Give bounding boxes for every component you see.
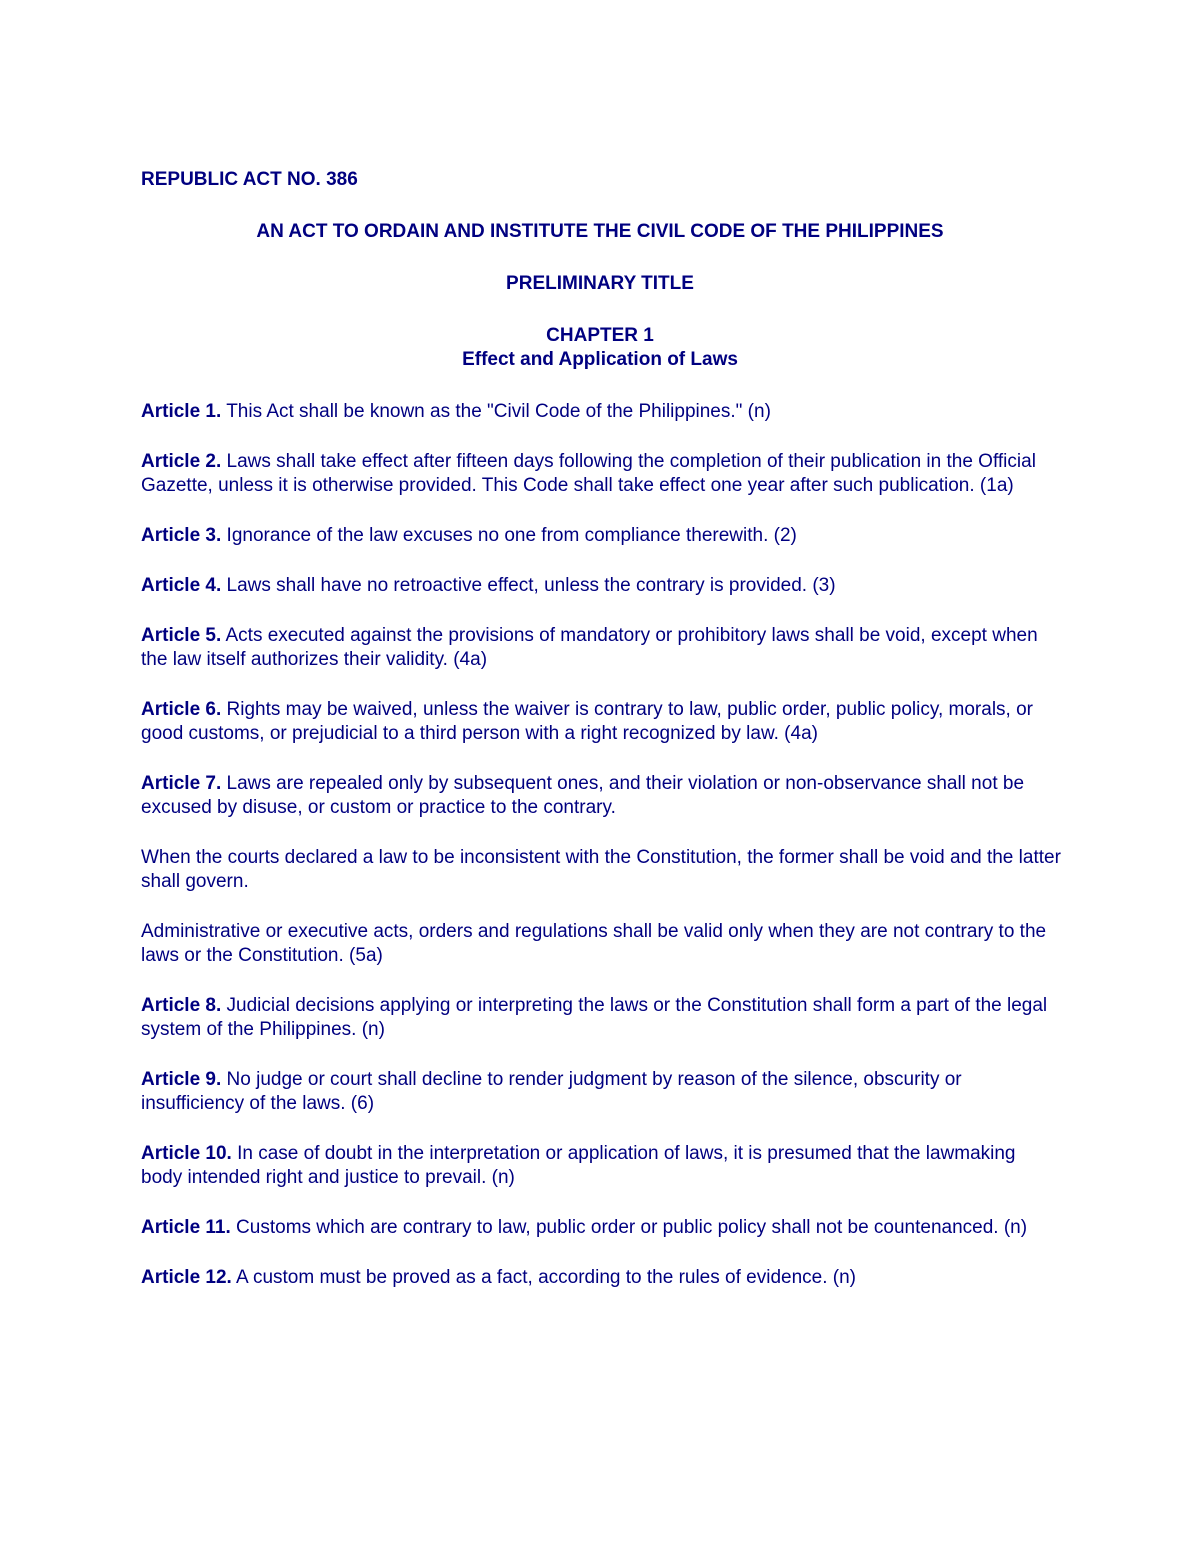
article-label: Article 10. — [141, 1143, 232, 1164]
article-paragraph — [141, 524, 1061, 548]
article-label: Article 8. — [141, 995, 222, 1016]
article-paragraph — [141, 1216, 1061, 1240]
article-text: No judge or court shall decline to render judgment by reason of the silence, obscurity or insufficiency of the laws. (6) — [141, 1069, 962, 1114]
article-label: Article 7. — [141, 773, 222, 794]
article-label: Article 5. — [141, 625, 222, 646]
act-number: REPUBLIC ACT NO. 386 — [141, 169, 358, 190]
article-text: This Act shall be known as the "Civil Code of the Philippines." (n) — [221, 401, 771, 422]
article-paragraph — [141, 1068, 1061, 1116]
article-label: Article 6. — [141, 699, 222, 720]
chapter-title: Effect and Application of Laws — [462, 349, 738, 370]
articles-list — [141, 400, 1061, 1290]
article-paragraph — [141, 698, 1061, 746]
article-text: In case of doubt in the interpretation or application of laws, it is presumed that the lawmaking body intended right and justice to prevail. (n) — [141, 1143, 1016, 1188]
article-paragraph — [141, 400, 1061, 424]
article-label: Article 3. — [141, 525, 222, 546]
article-label: Article 9. — [141, 1069, 222, 1090]
article-paragraph — [141, 450, 1061, 498]
article-label: Article 2. — [141, 451, 222, 472]
article-paragraph — [141, 1266, 1061, 1290]
article-text: When the courts declared a law to be inconsistent with the Constitution, the former shall be void and the latter shall govern. — [141, 847, 1061, 892]
article-text: Laws are repealed only by subsequent ones, and their violation or non-observance shall not be excused by disuse, or custom or practice to the contrary. — [141, 773, 1025, 818]
article-text: Customs which are contrary to law, public order or public policy shall not be countenanced. (n) — [230, 1217, 1028, 1238]
article-text: A custom must be proved as a fact, according to the rules of evidence. (n) — [231, 1267, 856, 1288]
act-title: AN ACT TO ORDAIN AND INSTITUTE THE CIVIL CODE OF THE PHILIPPINES — [256, 221, 944, 242]
preliminary-title: PRELIMINARY TITLE — [506, 273, 694, 294]
article-text: Rights may be waived, unless the waiver is contrary to law, public order, public policy, morals, or good customs, or prejudicial to a third person with a right recognized by law. (4a) — [141, 699, 1033, 744]
article-paragraph — [141, 846, 1061, 894]
document-page — [141, 168, 1061, 1316]
article-label: Article 12. — [141, 1267, 232, 1288]
chapter-heading — [141, 324, 1061, 372]
article-text: Ignorance of the law excuses no one from compliance therewith. (2) — [221, 525, 797, 546]
article-label: Article 4. — [141, 575, 222, 596]
article-text: Laws shall take effect after fifteen days following the completion of their publication in the Official Gazette, unless it is otherwise provided. This Code shall take effect one year after such publication. (1a) — [141, 451, 1036, 496]
article-paragraph — [141, 574, 1061, 598]
article-paragraph — [141, 920, 1061, 968]
article-text: Administrative or executive acts, orders and regulations shall be valid only when they are not contrary to the laws or the Constitution. (5a) — [141, 921, 1047, 966]
article-label: Article 1. — [141, 401, 222, 422]
article-text: Judicial decisions applying or interpreting the laws or the Constitution shall form a part of the legal system of the Philippines. (n) — [141, 995, 1048, 1040]
article-paragraph — [141, 1142, 1061, 1190]
chapter-number: CHAPTER 1 — [546, 325, 654, 346]
article-text: Laws shall have no retroactive effect, unless the contrary is provided. (3) — [221, 575, 836, 596]
article-paragraph — [141, 624, 1061, 672]
article-label: Article 11. — [141, 1217, 231, 1238]
article-text: Acts executed against the provisions of mandatory or prohibitory laws shall be void, except when the law itself authorizes their validity. (4a) — [141, 625, 1038, 670]
article-paragraph — [141, 772, 1061, 820]
article-paragraph — [141, 994, 1061, 1042]
